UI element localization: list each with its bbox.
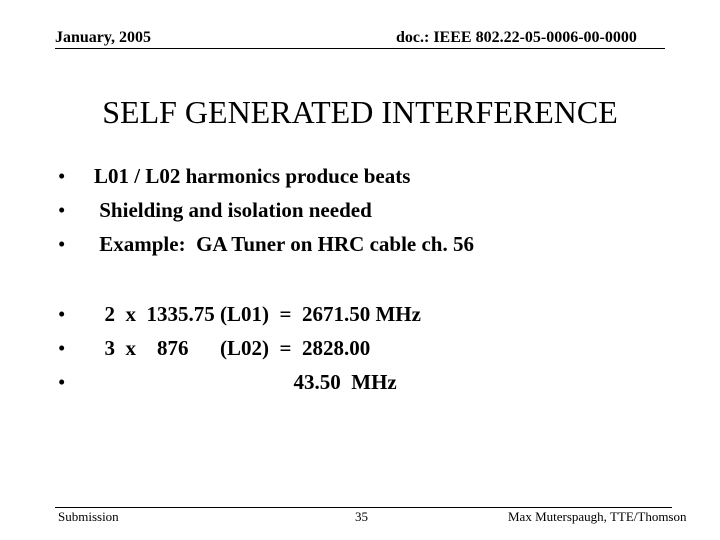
footer-submission: Submission: [58, 509, 119, 524]
bullet-icon: •: [58, 198, 66, 222]
footer-page-number: 35: [355, 509, 368, 524]
bullet-icon: •: [58, 302, 66, 326]
slide-title: SELF GENERATED INTERFERENCE: [102, 94, 618, 130]
calc-text: 2 x 1335.75 (L01) = 2671.50 MHz: [94, 302, 421, 326]
bullet-icon: •: [58, 164, 66, 188]
bullet-text: L01 / L02 harmonics produce beats: [94, 164, 411, 188]
header-date: January, 2005: [55, 29, 152, 46]
footer-author: Max Muterspaugh, TTE/Thomson: [508, 509, 687, 524]
bullet-text: Shielding and isolation needed: [94, 198, 372, 222]
header-rule: [55, 48, 665, 49]
bullet-text: Example: GA Tuner on HRC cable ch. 56: [94, 232, 474, 256]
calc-text: 43.50 MHz: [94, 370, 397, 394]
bullet-icon: •: [58, 232, 66, 256]
header-doc-id: doc.: IEEE 802.22-05-0006-00-0000: [396, 29, 637, 46]
calc-text: 3 x 876 (L02) = 2828.00: [94, 336, 371, 360]
bullet-icon: •: [58, 370, 66, 394]
bullet-icon: •: [58, 336, 66, 360]
footer-rule: [55, 507, 672, 508]
